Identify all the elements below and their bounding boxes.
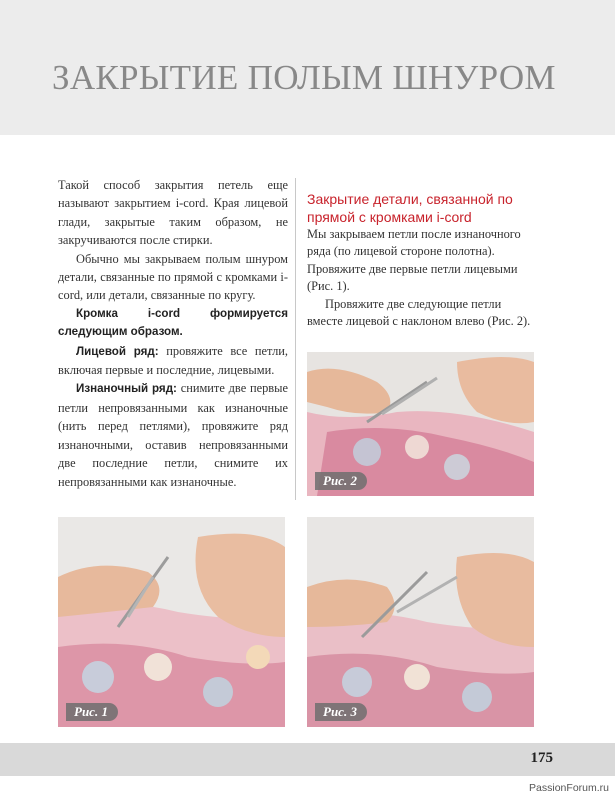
knitting-photo-2 (307, 352, 534, 496)
figure-label-3: Рис. 3 (315, 703, 367, 721)
bindoff-paragraph-1: Мы закрываем петли после изнаночного ряда (по лицевой стороне полотна). Провяжите две первые петли лицевыми (Рис. 1). (307, 227, 521, 294)
page-title: ЗАКРЫТИЕ ПОЛЫМ ШНУРОМ (52, 58, 556, 97)
purl-row-paragraph (58, 379, 288, 490)
footer-band (0, 743, 615, 776)
knitting-photo-1 (58, 517, 285, 727)
edge-heading: Кромка i-cord формируется следующим образом. (58, 306, 288, 339)
watermark: PassionForum.ru (529, 782, 609, 794)
right-column (307, 190, 534, 330)
column-divider (295, 178, 296, 500)
knit-row-text: провяжите все петли, включая первые и последние, лицевыми. (58, 343, 289, 378)
page-number: 175 (530, 750, 553, 766)
knitting-photo-3 (307, 517, 534, 727)
purl-row-text: снимите две первые петли непровязанными как изнаночные (нить перед петлями), провяжите ряд изнаночными, оставив непровязанными две последние петли, снимите их непровязанными как изнаночные. (58, 381, 288, 489)
knit-row-paragraph (58, 342, 288, 380)
usage-paragraph: Обычно мы закрываем полым шнуром детали, связанные по прямой с кромками i-cord, или детали, связанные по кругу. (58, 251, 288, 303)
figure-label-2: Рис. 2 (315, 472, 367, 490)
purl-row-lead: Изнаночный ряд: (76, 382, 177, 396)
knit-row-lead: Лицевой ряд: (76, 344, 159, 358)
left-column (58, 176, 288, 491)
bindoff-paragraph-2: Провяжите две следующие петли вместе лицевой с наклоном влево (Рис. 2). (307, 296, 531, 329)
section-subtitle: Закрытие детали, связанной по прямой с кромками i-cord (307, 191, 513, 225)
figure-label-1: Рис. 1 (66, 703, 118, 721)
intro-paragraph: Такой способ закрытия петель еще называют закрытием i-cord. Края лицевой глади, закрытые таким образом, не закручиваются после стирки. (58, 178, 288, 248)
